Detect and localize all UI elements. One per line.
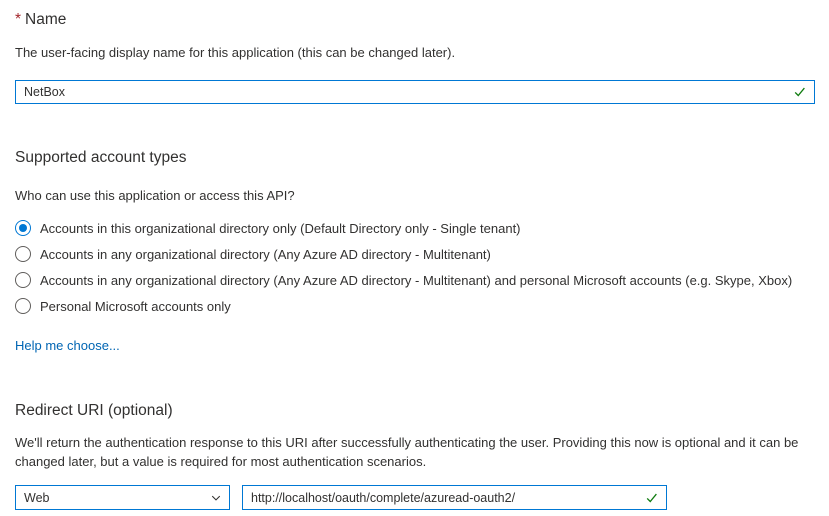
radio-label: Accounts in this organizational directory only (Default Directory only - Single tenant) — [40, 220, 521, 236]
name-section-heading — [15, 10, 815, 30]
radio-option-single-tenant[interactable] — [15, 215, 815, 241]
platform-dropdown-value: Web — [24, 490, 50, 505]
redirect-uri-heading: Redirect URI (optional) — [15, 402, 173, 419]
radio-option-multitenant[interactable] — [15, 241, 815, 267]
radio-option-personal-only[interactable] — [15, 293, 815, 319]
check-icon — [793, 85, 807, 99]
redirect-uri-input[interactable] — [243, 486, 666, 509]
check-icon — [645, 491, 659, 505]
radio-label: Personal Microsoft accounts only — [40, 298, 231, 314]
redirect-uri-description: We'll return the authentication response to this URI after successfully authenticating the user. Providing this now is optional and it can be changed later, but a value is required for most authentication scenarios. — [15, 435, 799, 469]
required-asterisk: * — [15, 11, 22, 28]
chevron-down-icon[interactable] — [210, 492, 222, 504]
redirect-uri-field-container — [242, 485, 667, 510]
redirect-uri-row — [15, 485, 815, 510]
name-field-container — [15, 80, 815, 104]
radio-label: Accounts in any organizational directory (Any Azure AD directory - Multitenant) and personal Microsoft accounts (e.g. Skype, Xbox) — [40, 272, 793, 288]
radio-button[interactable] — [15, 246, 31, 262]
account-types-heading: Supported account types — [15, 149, 187, 166]
account-types-radio-group — [15, 215, 815, 319]
platform-dropdown[interactable] — [15, 485, 230, 510]
name-description: The user-facing display name for this application (this can be changed later). — [15, 45, 456, 60]
radio-option-multitenant-personal[interactable] — [15, 267, 815, 293]
radio-button[interactable] — [15, 220, 31, 236]
radio-label: Accounts in any organizational directory (Any Azure AD directory - Multitenant) — [40, 246, 491, 262]
help-me-choose-link[interactable]: Help me choose... — [15, 338, 120, 353]
name-label: Name — [25, 11, 67, 28]
radio-button[interactable] — [15, 272, 31, 288]
radio-button[interactable] — [15, 298, 31, 314]
name-input[interactable] — [16, 81, 814, 103]
account-types-question: Who can use this application or access this API? — [15, 188, 295, 203]
